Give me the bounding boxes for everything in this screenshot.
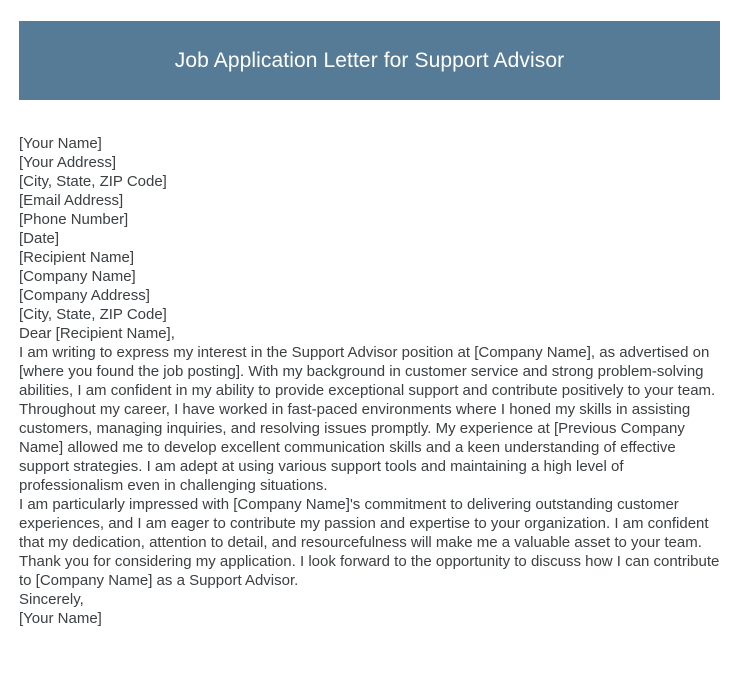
letter-line-salutation: Dear [Recipient Name],: [19, 325, 175, 342]
page-title: Job Application Letter for Support Advisor: [174, 48, 565, 72]
letter-line-sender-city-state-zip: [City, State, ZIP Code]: [19, 173, 167, 190]
letter-line-recipient-name: [Recipient Name]: [19, 249, 135, 266]
letter-line-company-city-state-zip: [City, State, ZIP Code]: [19, 306, 167, 323]
letter-body: [19, 134, 722, 628]
letter-line-closing: Sincerely,: [19, 591, 84, 608]
letter-line-date: [Date]: [19, 230, 60, 247]
letter-line-sender-email: [Email Address]: [19, 192, 124, 209]
letter-paragraph-2: Throughout my career, I have worked in fast-paced environments where I honed my skills in assisting customers, managing inquiries, and resolving issues promptly. My experience at [Previous Company Name] allowed me to develop excellent communication skills and a keen understanding of effective support strategies. I am adept at using various support tools and maintaining a high level of professionalism even in challenging situations.: [19, 401, 691, 494]
letter-line-company-name: [Company Name]: [19, 268, 136, 285]
document-header-banner: [19, 21, 720, 100]
letter-line-company-address: [Company Address]: [19, 287, 150, 304]
letter-line-signature-name: [Your Name]: [19, 610, 102, 627]
letter-paragraph-3: I am particularly impressed with [Company Name]'s commitment to delivering outstanding customer experiences, and I am eager to contribute my passion and expertise to your organization. I am confident that my dedication, attention to detail, and resourcefulness will make me a valuable asset to your team.: [19, 496, 709, 551]
letter-paragraph-4: Thank you for considering my application. I look forward to the opportunity to discuss how I can contribute to [Company Name] as a Support Advisor.: [19, 553, 720, 589]
letter-line-sender-address: [Your Address]: [19, 154, 117, 171]
letter-paragraph-1: I am writing to express my interest in the Support Advisor position at [Company Name], as advertised on [where you found the job posting]. With my background in customer service and strong problem-solving abilities, I am confident in my ability to provide exceptional support and contribute positively to your team.: [19, 344, 716, 399]
letter-line-sender-phone: [Phone Number]: [19, 211, 129, 228]
letter-line-sender-name: [Your Name]: [19, 135, 102, 152]
